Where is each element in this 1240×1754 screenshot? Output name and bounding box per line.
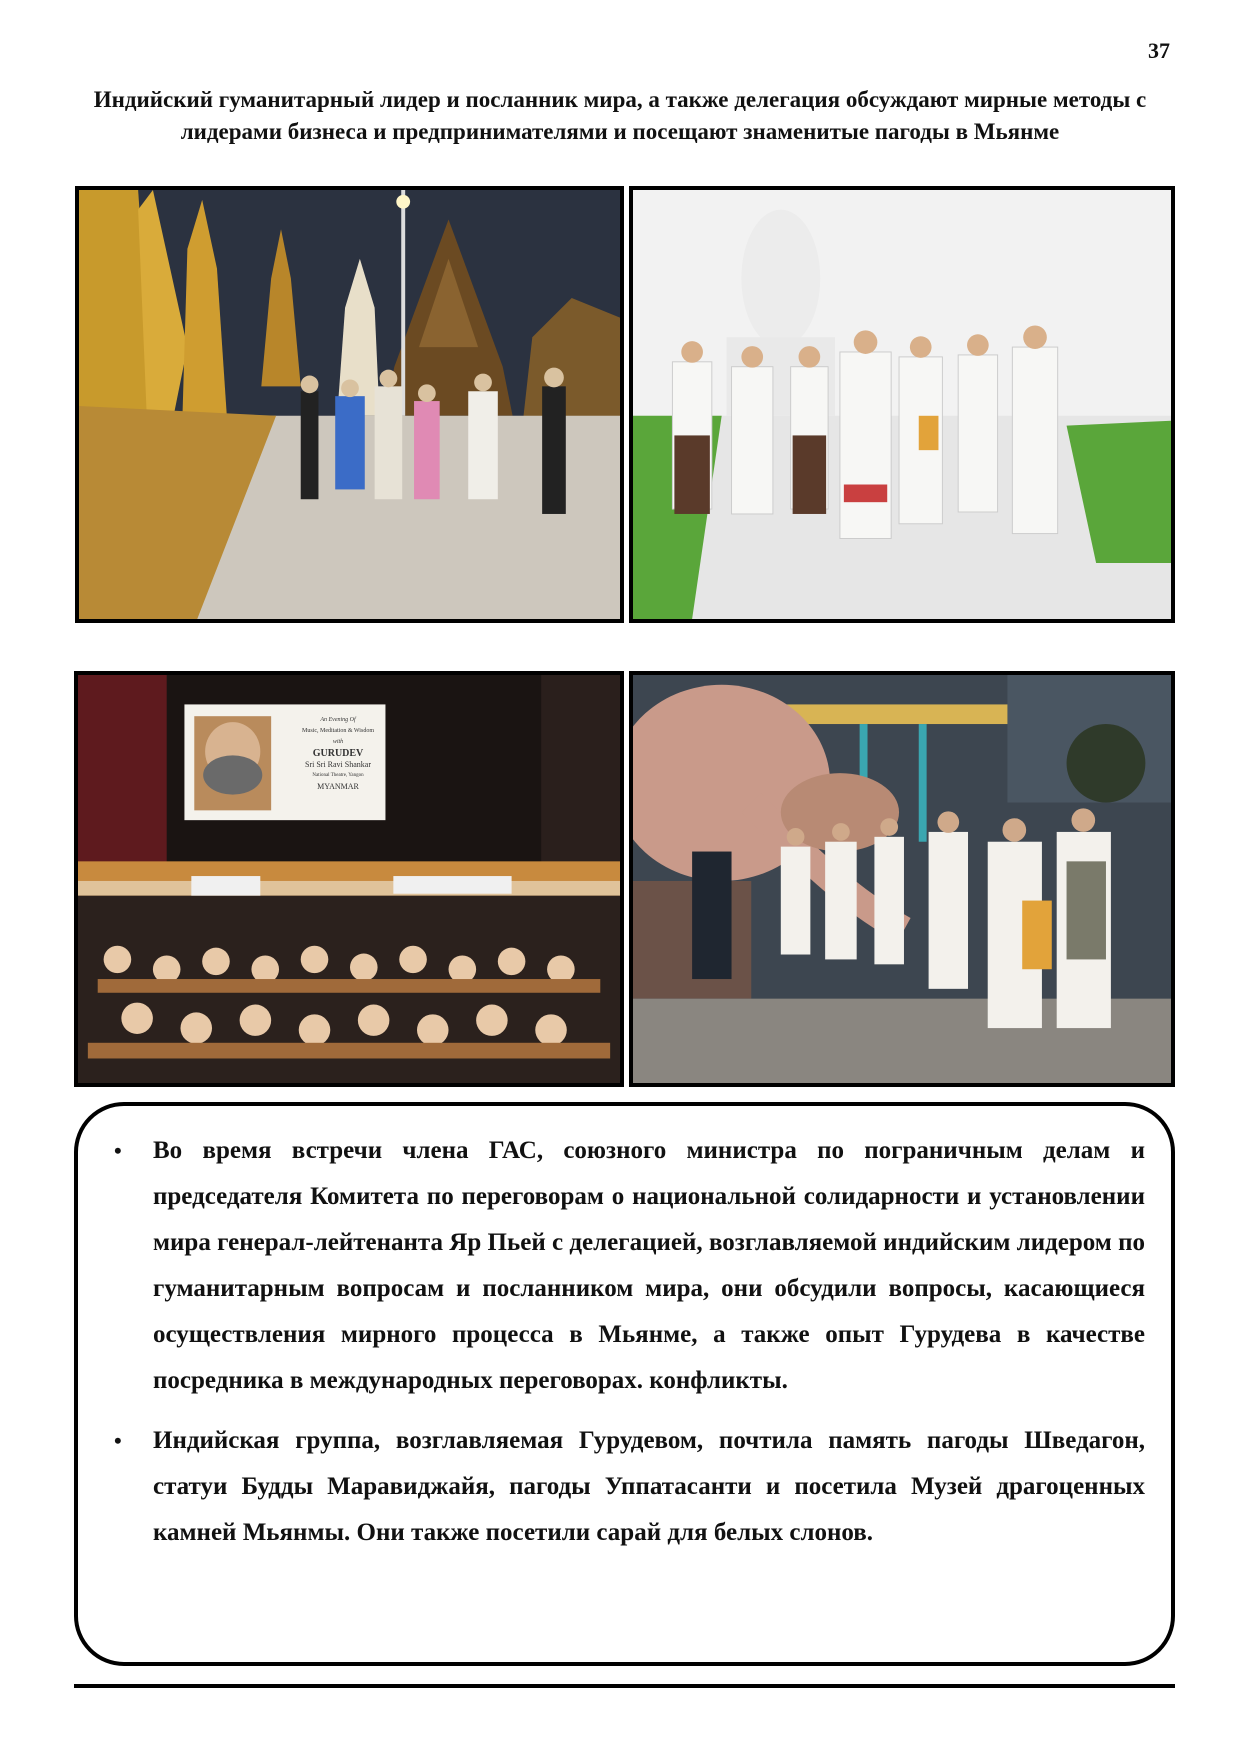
screen-line-5: Sri Sri Ravi Shankar (305, 760, 371, 769)
summary-bullets (114, 1128, 1145, 1556)
bullet-text: Индийская группа, возглавляемая Гурудевом, почтила память пагоды Шведагон, статуи Будды Маравиджайя, пагоды Уппатасанти и посетила Музей драгоценных камней Мьянмы. Они также посетили сарай для белых слонов. (153, 1427, 1145, 1546)
screen-line-6: National Theatre, Yangon (312, 773, 364, 778)
screen-line-4: GURUDEV (312, 748, 364, 759)
page-number: 37 (1148, 38, 1170, 63)
screen-line-1: An Evening Of (320, 717, 356, 723)
screen-caption (289, 715, 387, 792)
screen-line-2: Music, Meditation & Wisdom (302, 728, 374, 734)
summary-box (74, 1102, 1175, 1666)
screen-line-3: with (332, 739, 344, 745)
bullet-marker: • (114, 1138, 122, 1163)
bullet-item (114, 1128, 1145, 1404)
photo-buddha-statue-walk (629, 186, 1175, 623)
screen-line-7: MYANMAR (317, 782, 359, 791)
photo-auditorium-event (74, 671, 624, 1087)
footer-rule (74, 1684, 1175, 1688)
photo-white-elephant (629, 671, 1175, 1087)
photo-pagoda-night (75, 186, 624, 623)
bullet-marker: • (114, 1428, 122, 1453)
page-headline: Индийский гуманитарный лидер и посланник мира, а также делегация обсуждают мирные методы с лидерами бизнеса и предпринимателями и посещают знаменитые пагоды в Мьянме (93, 87, 1147, 144)
bullet-item (114, 1418, 1145, 1556)
bullet-text: Во время встречи члена ГАС, союзного министра по пограничным делам и председателя Комитета по переговорам о национальной солидарности и установлении мира генерал-лейтенанта Яр Пьей с делегацией, возглавляемой индийским лидером по гуманитарным вопросам и посланником мира, они обсудили вопросы, касающиеся осуществления мирного процесса в Мьянме, а также опыт Гурудева в качестве посредника в международных переговорах. конфликты. (153, 1137, 1145, 1394)
